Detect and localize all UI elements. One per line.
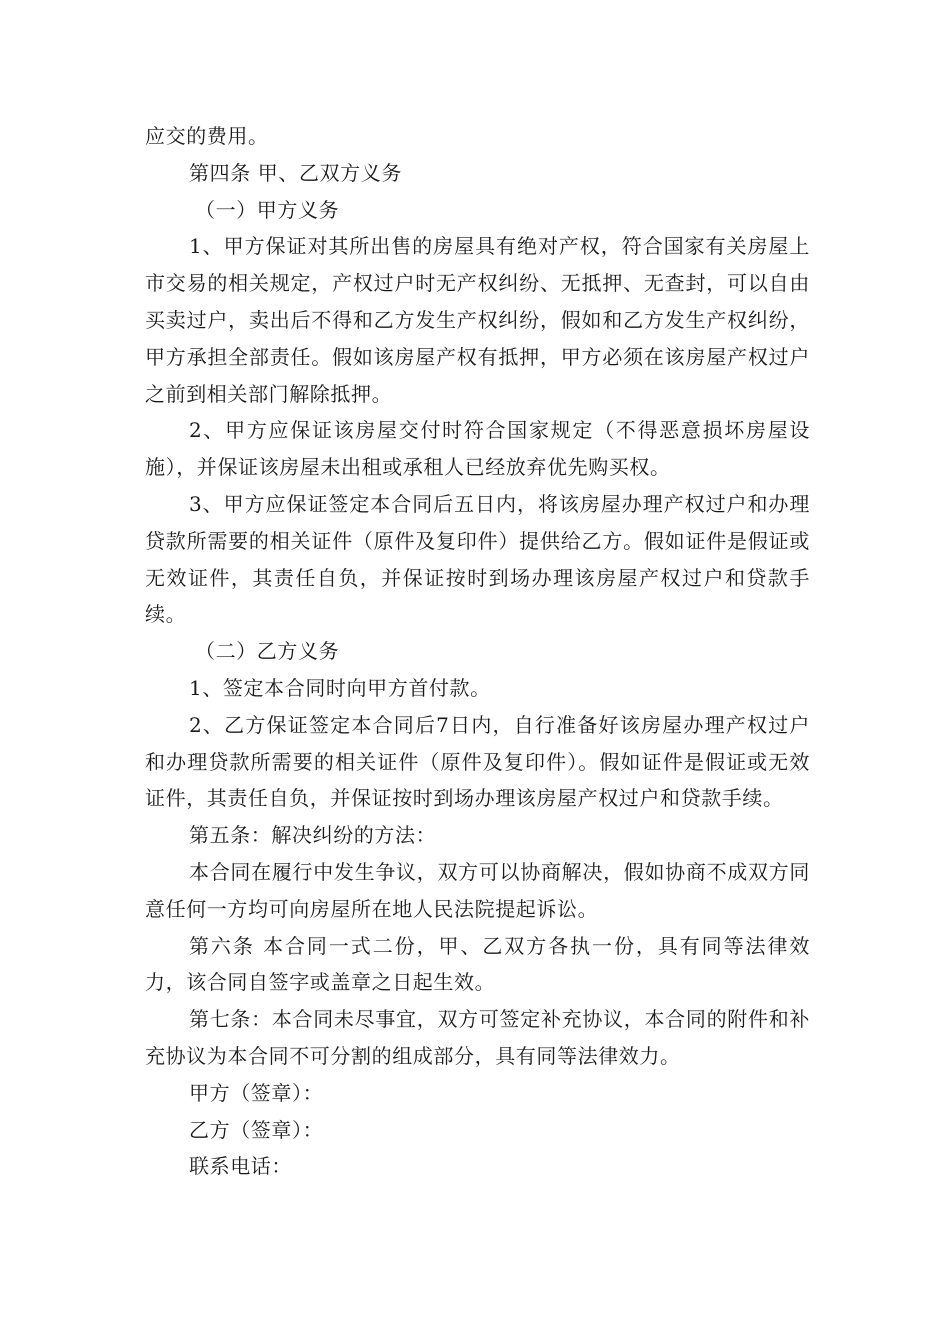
article-6: 第六条 本合同一式二份，甲、乙双方各执一份，具有同等法律效力，该合同自签字或盖章之日起生效。 [145, 933, 810, 995]
party-a-obligation-1: 1、甲方保证对其所出售的房屋具有绝对产权，符合国家有关房屋上市交易的相关规定，产权过户时无产权纠纷、无抵押、无查封，可以自由买卖过户，卖出后不得和乙方发生产权纠纷，假如和乙方发生产权纠纷，甲方承担全部责任。假如该房屋产权有抵押，甲方必须在该房屋产权过户之前到相关部门解除抵押。 [145, 234, 810, 406]
party-a-signature-line: 甲方（签章）： [189, 1080, 324, 1105]
article-4-heading: 第四条 甲、乙双方义务 [189, 160, 402, 185]
party-b-obligation-2: 2、乙方保证签定本合同后7日内，自行准备好该房屋办理产权过户和办理贷款所需要的相关证件（原件及复印件）。假如证件是假证或无效证件，其责任自负，并保证按时到场办理该房屋产权过户和贷款手续。 [145, 712, 810, 811]
party-a-obligations-heading: （一）甲方义务 [195, 197, 340, 222]
party-b-obligations-heading: （二）乙方义务 [195, 639, 340, 664]
contact-phone-line: 联系电话： [189, 1154, 292, 1179]
party-a-obligation-3: 3、甲方应保证签定本合同后五日内，将该房屋办理产权过户和办理贷款所需要的相关证件（原件及复印件）提供给乙方。假如证件是假证或无效证件，其责任自负，并保证按时到场办理该房屋产权过户和贷款手续。 [145, 491, 810, 627]
document-body [145, 118, 810, 1185]
article-5-heading: 第五条：解决纠纷的方法： [189, 823, 437, 848]
article-7: 第七条：本合同未尽事宜，双方可签定补充协议，本合同的附件和补充协议为本合同不可分割的组成部分，具有同等法律效力。 [145, 1007, 810, 1068]
article-5-body: 本合同在履行中发生争议，双方可以协商解决，假如协商不成双方同意任何一方均可向房屋所在地人民法院提起诉讼。 [145, 859, 810, 921]
paragraph-fee-continuation: 应交的费用。 [145, 124, 269, 148]
party-a-obligation-2: 2、甲方应保证该房屋交付时符合国家规定（不得恶意损坏房屋设施），并保证该房屋未出租或承租人已经放弃优先购买权。 [145, 418, 810, 480]
party-b-obligation-1: 1、签定本合同时向甲方首付款。 [189, 675, 491, 700]
party-b-signature-line: 乙方（签章）： [189, 1117, 324, 1142]
